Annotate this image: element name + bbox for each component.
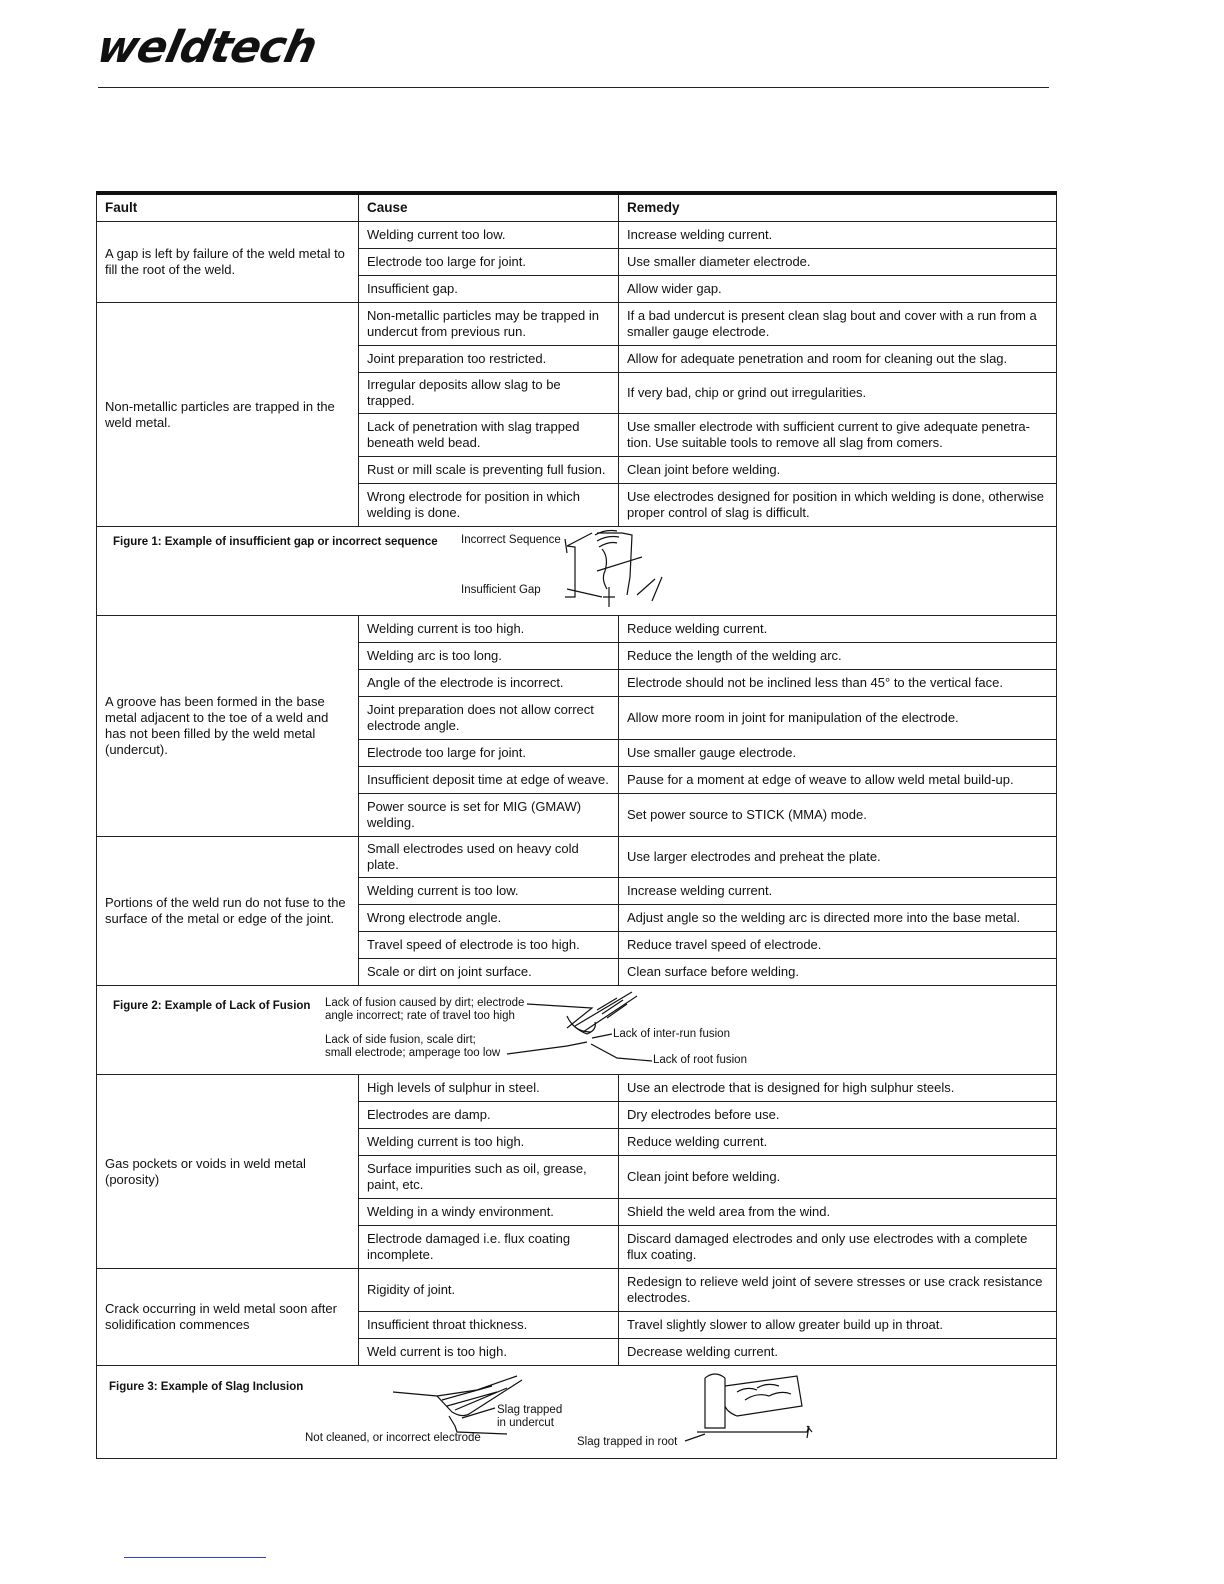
table-header-row xyxy=(97,193,1057,222)
header-cause: Cause xyxy=(359,193,619,222)
figure-2-label-side-1: Lack of side fusion, scale dirt; xyxy=(325,1034,476,1046)
figure-3-title: Figure 3: Example of Slag Inclusion xyxy=(109,1381,304,1393)
remedy-cell: Allow more room in joint for manipulation of the electrode. xyxy=(619,697,1057,740)
cause-cell: Electrodes are damp. xyxy=(359,1102,619,1129)
figure-1 xyxy=(97,527,1057,616)
remedy-cell: Allow wider gap. xyxy=(619,276,1057,303)
fault-cell: A groove has been formed in the base metal adjacent to the toe of a weld and has not been filled by the weld metal (undercut). xyxy=(97,616,359,837)
remedy-cell: Use an electrode that is designed for high sulphur steels. xyxy=(619,1075,1057,1102)
remedy-cell: Allow for adequate penetration and room for cleaning out the slag. xyxy=(619,346,1057,373)
figure-3-label-root: Slag trapped in root xyxy=(577,1436,678,1448)
cause-cell: Welding current too low. xyxy=(359,222,619,249)
remedy-cell: Clean joint before welding. xyxy=(619,457,1057,484)
figure-2-row xyxy=(97,986,1057,1075)
remedy-cell: Pause for a moment at edge of weave to allow weld metal build-up. xyxy=(619,767,1057,794)
figure-2-label-interrun: Lack of inter-run fusion xyxy=(613,1028,730,1040)
remedy-cell: Use larger electrodes and preheat the plate. xyxy=(619,837,1057,878)
figure-3 xyxy=(97,1366,1057,1459)
remedy-cell: Clean joint before welding. xyxy=(619,1156,1057,1199)
cause-cell: Irregular deposits allow slag to be trapped. xyxy=(359,373,619,414)
cause-cell: Rigidity of joint. xyxy=(359,1269,619,1312)
remedy-cell: Shield the weld area from the wind. xyxy=(619,1199,1057,1226)
fault-cell: Non-metallic particles are trapped in the weld metal. xyxy=(97,303,359,527)
remedy-cell: Redesign to relieve weld joint of severe stresses or use crack resistance electrodes. xyxy=(619,1269,1057,1312)
header-remedy: Remedy xyxy=(619,193,1057,222)
remedy-cell: Decrease welding current. xyxy=(619,1339,1057,1366)
cause-cell: Surface impurities such as oil, grease, paint, etc. xyxy=(359,1156,619,1199)
figure-2 xyxy=(97,986,1057,1075)
figure-3-row xyxy=(97,1366,1057,1459)
remedy-cell: Set power source to STICK (MMA) mode. xyxy=(619,794,1057,837)
cause-cell: Electrode too large for joint. xyxy=(359,249,619,276)
remedy-cell: Use smaller gauge electrode. xyxy=(619,740,1057,767)
remedy-cell: Electrode should not be inclined less than 45° to the vertical face. xyxy=(619,670,1057,697)
figure-3-label-slag-2: in undercut xyxy=(497,1417,554,1429)
remedy-cell: Dry electrodes before use. xyxy=(619,1102,1057,1129)
cause-cell: Scale or dirt on joint surface. xyxy=(359,959,619,986)
cause-cell: Lack of penetration with slag trapped beneath weld bead. xyxy=(359,414,619,457)
fault-cause-remedy-table xyxy=(96,191,1057,1459)
cause-cell: Welding current is too high. xyxy=(359,1129,619,1156)
cause-cell: Power source is set for MIG (GMAW) welding. xyxy=(359,794,619,837)
cause-cell: Electrode too large for joint. xyxy=(359,740,619,767)
header-fault: Fault xyxy=(97,193,359,222)
cause-cell: Welding arc is too long. xyxy=(359,643,619,670)
remedy-cell: Adjust angle so the welding arc is directed more into the base metal. xyxy=(619,905,1057,932)
table-row xyxy=(97,1075,1057,1102)
remedy-cell: If very bad, chip or grind out irregularities. xyxy=(619,373,1057,414)
table-row xyxy=(97,222,1057,249)
cause-cell: Joint preparation does not allow correct electrode angle. xyxy=(359,697,619,740)
cause-cell: Small electrodes used on heavy cold plate. xyxy=(359,837,619,878)
cause-cell: Electrode damaged i.e. flux coating incomplete. xyxy=(359,1226,619,1269)
figure-1-row xyxy=(97,527,1057,616)
figure-2-label-root: Lack of root fusion xyxy=(653,1054,747,1066)
cause-cell: Insufficient gap. xyxy=(359,276,619,303)
fault-cell: Portions of the weld run do not fuse to the surface of the metal or edge of the joint. xyxy=(97,837,359,986)
figure-2-label-dirt-1: Lack of fusion caused by dirt; electrode xyxy=(325,997,525,1009)
remedy-cell: Discard damaged electrodes and only use electrodes with a complete flux coating. xyxy=(619,1226,1057,1269)
remedy-cell: Increase welding current. xyxy=(619,222,1057,249)
remedy-cell: Travel slightly slower to allow greater build up in throat. xyxy=(619,1312,1057,1339)
remedy-cell: Clean surface before welding. xyxy=(619,959,1057,986)
cause-cell: Welding current is too high. xyxy=(359,616,619,643)
table-row xyxy=(97,837,1057,878)
figure-1-diagram xyxy=(97,527,1055,615)
remedy-cell: Reduce the length of the welding arc. xyxy=(619,643,1057,670)
remedy-cell: Use smaller diameter electrode. xyxy=(619,249,1057,276)
remedy-cell: Reduce welding current. xyxy=(619,616,1057,643)
remedy-cell: Increase welding current. xyxy=(619,878,1057,905)
figure-2-label-side-2: small electrode; amperage too low xyxy=(325,1047,501,1059)
header-divider xyxy=(98,87,1049,88)
fault-cell: Crack occurring in weld metal soon after solidification commences xyxy=(97,1269,359,1366)
remedy-cell: Reduce travel speed of electrode. xyxy=(619,932,1057,959)
table-row xyxy=(97,616,1057,643)
cause-cell: Insufficient deposit time at edge of weave. xyxy=(359,767,619,794)
table-row xyxy=(97,1269,1057,1312)
cause-cell: Joint preparation too restricted. xyxy=(359,346,619,373)
cause-cell: Weld current is too high. xyxy=(359,1339,619,1366)
footer-link-underline xyxy=(124,1557,266,1558)
weldtech-logo: weldtech xyxy=(92,22,321,73)
figure-2-title: Figure 2: Example of Lack of Fusion xyxy=(113,1000,311,1012)
figure-3-diagram xyxy=(97,1366,1055,1458)
cause-cell: Wrong electrode for position in which welding is done. xyxy=(359,484,619,527)
cause-cell: Welding in a windy environment. xyxy=(359,1199,619,1226)
figure-2-label-dirt-2: angle incorrect; rate of travel too high xyxy=(325,1010,515,1022)
remedy-cell: Reduce welding current. xyxy=(619,1129,1057,1156)
cause-cell: Insufficient throat thickness. xyxy=(359,1312,619,1339)
fault-cell: A gap is left by failure of the weld metal to fill the root of the weld. xyxy=(97,222,359,303)
table-row xyxy=(97,303,1057,346)
remedy-cell: Use smaller electrode with sufficient current to give adequate penetra-tion. Use suitable tools to remove all slag from comers. xyxy=(619,414,1057,457)
figure-1-title: Figure 1: Example of insufficient gap or incorrect sequence xyxy=(113,536,438,548)
figure-3-label-not-cleaned: Not cleaned, or incorrect electrode xyxy=(305,1432,481,1444)
remedy-cell: If a bad undercut is present clean slag bout and cover with a run from a smaller gauge electrode. xyxy=(619,303,1057,346)
cause-cell: Rust or mill scale is preventing full fusion. xyxy=(359,457,619,484)
cause-cell: Wrong electrode angle. xyxy=(359,905,619,932)
remedy-cell: Use electrodes designed for position in which welding is done, otherwise proper control of slag is difficult. xyxy=(619,484,1057,527)
cause-cell: Angle of the electrode is incorrect. xyxy=(359,670,619,697)
cause-cell: Welding current is too low. xyxy=(359,878,619,905)
fault-cell: Gas pockets or voids in weld metal (porosity) xyxy=(97,1075,359,1269)
cause-cell: Travel speed of electrode is too high. xyxy=(359,932,619,959)
cause-cell: High levels of sulphur in steel. xyxy=(359,1075,619,1102)
figure-2-diagram xyxy=(97,986,1055,1074)
cause-cell: Non-metallic particles may be trapped in undercut from previous run. xyxy=(359,303,619,346)
figure-3-label-slag-1: Slag trapped xyxy=(497,1404,563,1416)
figure-1-label-incorrect: Incorrect Sequence xyxy=(461,534,561,546)
figure-1-label-gap: Insufficient Gap xyxy=(461,584,541,596)
